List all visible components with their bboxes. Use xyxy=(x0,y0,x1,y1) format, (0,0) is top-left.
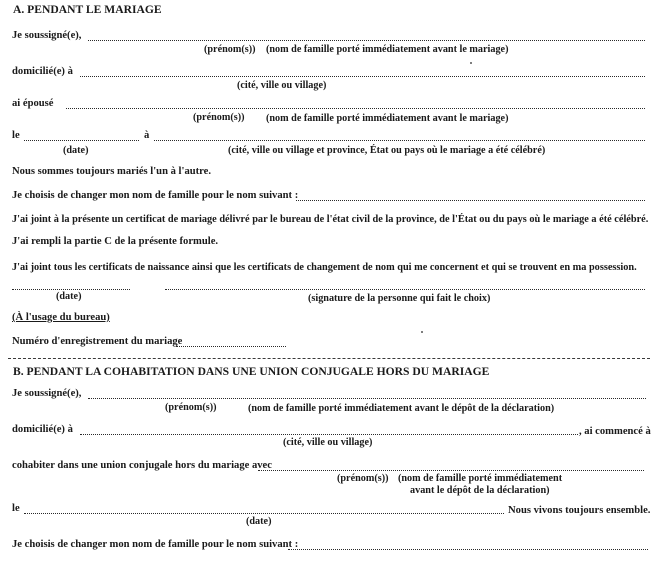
a-soussigne-field[interactable] xyxy=(88,40,645,41)
a-registration-label: Numéro d'enregistrement du mariage xyxy=(12,336,183,347)
b-domicilie-field[interactable] xyxy=(80,434,578,435)
a-registration-field[interactable] xyxy=(176,346,286,347)
b-cohabiter-label: cohabiter dans une union conjugale hors du mariage avec xyxy=(12,460,272,471)
b-le-label: le xyxy=(12,503,20,514)
b-partner-nom-hint-line1: (nom de famille porté immédiatement xyxy=(398,473,563,484)
a-domicilie-hint: (cité, ville ou village) xyxy=(237,80,327,91)
b-soussigne-field[interactable] xyxy=(88,398,646,399)
section-a-heading: A. PENDANT LE MARIAGE xyxy=(13,3,162,16)
b-statement-choose-name: Je choisis de changer mon nom de famille pour le nom suivant : xyxy=(12,539,299,550)
a-statement-certificate: J'ai joint à la présente un certificat de mariage délivré par le bureau de l'état civil de la province, de l'État ou du pays où le mariage a été célébré. xyxy=(12,214,649,225)
a-statement-choose-name: Je choisis de changer mon nom de famille pour le nom suivant : xyxy=(12,190,299,201)
a-office-use-heading: (À l'usage du bureau) xyxy=(12,312,110,323)
section-separator xyxy=(8,358,650,359)
a-statement-birth-certificates: J'ai joint tous les certificats de naissance ainsi que les certificats de changement de nom qui me concernent et qui se trouvent en ma possession. xyxy=(12,262,637,273)
section-b-heading: B. PENDANT LA COHABITATION DANS UNE UNION CONJUGALE HORS DU MARIAGE xyxy=(13,365,490,378)
b-soussigne-nom-hint: (nom de famille porté immédiatement avant le dépôt de la déclaration) xyxy=(248,403,555,414)
a-lieu-field[interactable] xyxy=(154,140,645,141)
b-soussigne-label: Je soussigné(e), xyxy=(12,388,82,399)
a-le-label: le xyxy=(12,130,20,141)
b-date-hint: (date) xyxy=(246,516,272,527)
a-soussigne-nom-hint: (nom de famille porté immédiatement avant le mariage) xyxy=(266,44,509,55)
b-partner-field[interactable] xyxy=(258,470,644,471)
a-soussigne-prenom-hint: (prénom(s)) xyxy=(204,44,256,55)
a-sign-date-hint: (date) xyxy=(56,291,82,302)
a-domicilie-label: domicilié(e) à xyxy=(12,66,73,77)
a-epouse-nom-hint: (nom de famille porté immédiatement avant le mariage) xyxy=(266,113,509,124)
a-epouse-field[interactable] xyxy=(66,108,645,109)
a-epouse-prenom-hint: (prénom(s)) xyxy=(193,112,245,123)
a-a-label: à xyxy=(144,130,150,141)
b-partner-nom-hint-line2: avant le dépôt de la déclaration) xyxy=(410,485,550,496)
a-signature-field[interactable] xyxy=(165,289,645,290)
b-domicilie-label: domicilié(e) à xyxy=(12,424,73,435)
b-ensemble-label: Nous vivons toujours ensemble. xyxy=(508,505,651,516)
a-lieu-hint: (cité, ville ou village et province, État ou pays où le mariage a été célébré) xyxy=(228,145,546,156)
a-domicilie-field[interactable] xyxy=(80,76,645,77)
b-commence-label: , ai commencé à xyxy=(579,426,651,437)
b-date-field[interactable] xyxy=(24,513,504,514)
scan-speck xyxy=(421,331,423,333)
a-epouse-label: ai épousé xyxy=(12,98,54,109)
a-statement-part-c: J'ai rempli la partie C de la présente formule. xyxy=(12,236,219,247)
b-new-name-field[interactable] xyxy=(288,549,648,550)
a-signature-hint: (signature de la personne qui fait le choix) xyxy=(308,293,491,304)
a-sign-date-field[interactable] xyxy=(12,289,130,290)
a-date-field[interactable] xyxy=(24,140,139,141)
b-soussigne-prenom-hint: (prénom(s)) xyxy=(165,402,217,413)
a-statement-married: Nous sommes toujours mariés l'un à l'autre. xyxy=(12,166,212,177)
b-partner-prenom-hint: (prénom(s)) xyxy=(337,473,389,484)
a-soussigne-label: Je soussigné(e), xyxy=(12,30,82,41)
b-domicilie-hint: (cité, ville ou village) xyxy=(283,437,373,448)
a-new-name-field[interactable] xyxy=(296,200,645,201)
a-date-hint: (date) xyxy=(63,145,89,156)
scan-speck xyxy=(470,62,472,64)
